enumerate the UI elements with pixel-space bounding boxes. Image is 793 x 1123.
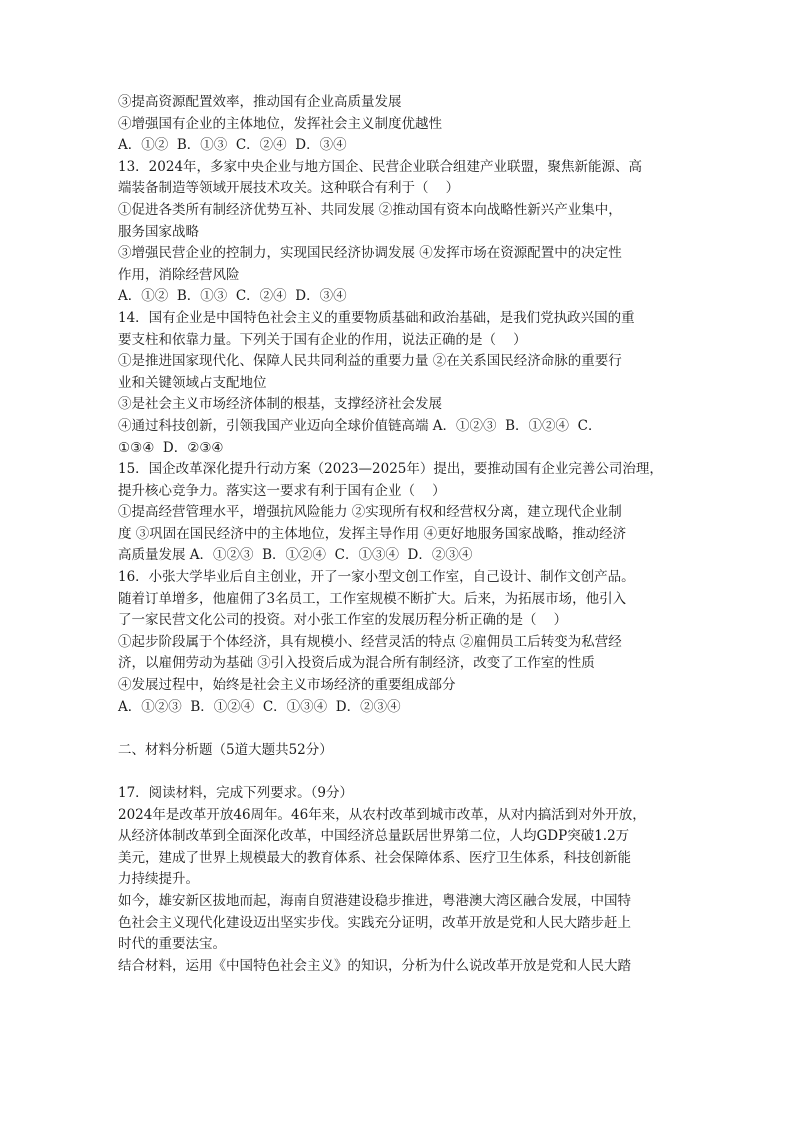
text-line: ③增强民营企业的控制力，实现国民经济协调发展 ④发挥市场在资源配置中的决定性 bbox=[118, 245, 622, 262]
text-line: ③是社会主义市场经济体制的根基，支撑经济社会发展 bbox=[118, 396, 442, 413]
text-line: ③提高资源配置效率，推动国有企业高质量发展 bbox=[118, 94, 402, 110]
text-line: 度 ③巩固在国民经济中的主体地位，发挥主导作用 ④更好地服务国家战略，推动经济 bbox=[118, 525, 627, 542]
text-line: 17．阅读材料，完成下列要求。（9分） bbox=[118, 785, 354, 801]
text-line: 如今，雄安新区拔地而起，海南自贸港建设稳步推进，粤港澳大湾区融合发展，中国特 bbox=[118, 892, 631, 909]
text-line: 要支柱和依靠力量。下列关于国有企业的作用，说法正确的是（ ） bbox=[118, 331, 527, 348]
text-line: A．①② B．①③ C．②④ D．③④ bbox=[118, 288, 347, 305]
text-line: ④发展过程中，始终是社会主义市场经济的重要组成部分 bbox=[118, 677, 456, 694]
text-line: ①促进各类所有制经济优势互补、共同发展 ②推动国有资本向战略性新兴产业集中， bbox=[118, 201, 622, 218]
text-line: 16．小张大学毕业后自主创业，开了一家小型文创工作室，自己设计、制作文创产品。 bbox=[118, 569, 635, 586]
text-line: 13．2024年，多家中央企业与地方国企、民营企业联合组建产业联盟，聚焦新能源、高 bbox=[118, 158, 643, 175]
text-line: 作用，消除经营风险 bbox=[118, 266, 240, 283]
blank-line bbox=[118, 718, 678, 740]
text-line: 了一家民营文化公司的投资。对小张工作室的发展历程分析正确的是（ ） bbox=[118, 612, 568, 629]
text-line: 美元，建成了世界上规模最大的教育体系、社会保障体系、医疗卫生体系，科技创新能 bbox=[118, 849, 631, 866]
text-line: 结合材料，运用《中国特色社会主义》的知识，分析为什么说改革开放是党和人民大踏 bbox=[118, 957, 631, 974]
text-line: 14．国有企业是中国特色社会主义的重要物质基础和政治基础，是我们党执政兴国的重 bbox=[118, 309, 635, 326]
text-line: ④增强国有企业的主体地位，发挥社会主义制度优越性 bbox=[118, 115, 442, 132]
page-text bbox=[118, 92, 678, 977]
text-line: ①提高经营管理水平，增强抗风险能力 ②实现所有权和经营权分离，建立现代企业制 bbox=[118, 504, 622, 521]
text-line: 时代的重要法宝。 bbox=[118, 936, 226, 953]
text-line: 力持续提升。 bbox=[118, 871, 199, 888]
text-line: ①③④ D．②③④ bbox=[118, 439, 224, 456]
text-line: A．①②③ B．①②④ C．①③④ D．②③④ bbox=[118, 698, 401, 715]
text-line: A．①② B．①③ C．②④ D．③④ bbox=[118, 137, 347, 154]
text-line: ①起步阶段属于个体经济，具有规模小、经营灵活的特点 ②雇佣员工后转变为私营经 bbox=[118, 633, 622, 650]
text-line: 高质量发展 A．①②③ B．①②④ C．①③④ D．②③④ bbox=[118, 547, 473, 564]
text-line: 2024年是改革开放46周年。46年来，从农村改革到城市改革，从对内搞活到对外开放， bbox=[118, 806, 646, 823]
blank-line bbox=[118, 761, 678, 783]
text-line: 端装备制造等领域开展技术攻关。这种联合有利于（ ） bbox=[118, 180, 460, 197]
text-line: 提升核心竞争力。落实这一要求有利于国有企业（ ） bbox=[118, 482, 446, 499]
text-line: 15．国企改革深化提升行动方案（2023—2025年）提出，要推动国有企业完善公司治理， bbox=[118, 461, 663, 478]
text-line: 业和关键领域占支配地位 bbox=[118, 374, 267, 391]
text-line: ④通过科技创新，引领我国产业迈向全球价值链高端 A．①②③ B．①②④ C． bbox=[118, 417, 602, 434]
text-line: 服务国家战略 bbox=[118, 223, 199, 240]
text-line: 从经济体制改革到全面深化改革，中国经济总量跃居世界第二位，人均GDP突破1.2万 bbox=[118, 828, 630, 845]
text-line: ①是推进国家现代化、保障人民共同利益的重要力量 ②在关系国民经济命脉的重要行 bbox=[118, 353, 622, 370]
text-line: 色社会主义现代化建设迈出坚实步伐。实践充分证明，改革开放是党和人民大踏步赶上 bbox=[118, 914, 631, 931]
text-line: 济，以雇佣劳动为基础 ③引入投资后成为混合所有制经济，改变了工作室的性质 bbox=[118, 655, 595, 672]
text-line: 随着订单增多，他雇佣了3名员工，工作室规模不断扩大。后来，为拓展市场，他引入 bbox=[118, 590, 627, 607]
text-line: 二、材料分析题（5道大题共52分） bbox=[118, 741, 333, 758]
